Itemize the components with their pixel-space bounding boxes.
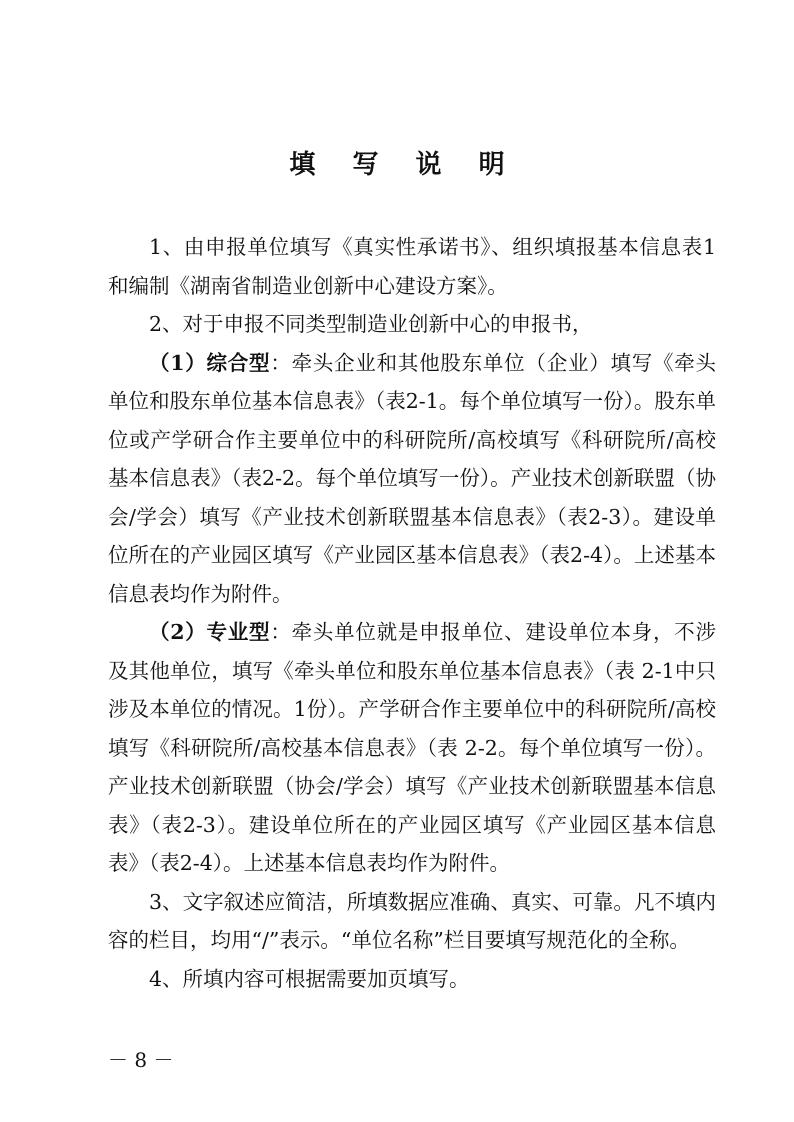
instruction-2-comprehensive: [108, 344, 716, 614]
instructions-body: [108, 228, 716, 998]
comprehensive-type-label: （1）综合型: [149, 350, 271, 375]
page-number: － 8 －: [108, 1048, 174, 1072]
instruction-1: 1、由申报单位填写《真实性承诺书》、组织填报基本信息表1和编制《湖南省制造业创新中心建设方案》。: [108, 235, 716, 298]
instruction-2-specialized: [108, 613, 716, 883]
instruction-3: 3、文字叙述应简洁，所填数据应准确、真实、可靠。凡不填内容的栏目，均用“/”表示。“单位名称”栏目要填写规范化的全称。: [108, 889, 716, 952]
comprehensive-type-text: ：牵头企业和其他股东单位（企业）填写《牵头单位和股东单位基本信息表》（表2-1。每个单位填写一份）。股东单位或产学研合作主要单位中的科研院所/高校填写《科研院所/高校基本信息表》（表2-2。每个单位填写一份）。产业技术创新联盟（协会/学会）填写《产业技术创新联盟基本信息表》（表2-3）。建设单位所在的产业园区填写《产业园区基本信息表》（表2-4）。上述基本信息表均作为附件。: [108, 350, 717, 606]
instruction-4: 4、所填内容可根据需要加页填写。: [149, 966, 470, 991]
specialized-type-label: （2）专业型: [149, 620, 271, 644]
instruction-2: 2、对于申报不同类型制造业创新中心的申报书，: [149, 312, 593, 336]
specialized-type-text: ：牵头单位就是申报单位、建设单位本身，不涉及其他单位，填写《牵头单位和股东单位基本信息表》（表 2-1中只涉及本单位的情况。1份）。产学研合作主要单位中的科研院所/高校填写《科研院所/高校基本信息表》（表 2-2。每个单位填写一份）。产业技术创新联盟（协会/学会）填写《产业技术创新联盟基本信息表》（表2-3）。建设单位所在的产业园区填写《产业园区基本信息表》（表2-4）。上述基本信息表均作为附件。: [108, 620, 717, 875]
page-title: 填 写 说 明: [289, 150, 519, 180]
